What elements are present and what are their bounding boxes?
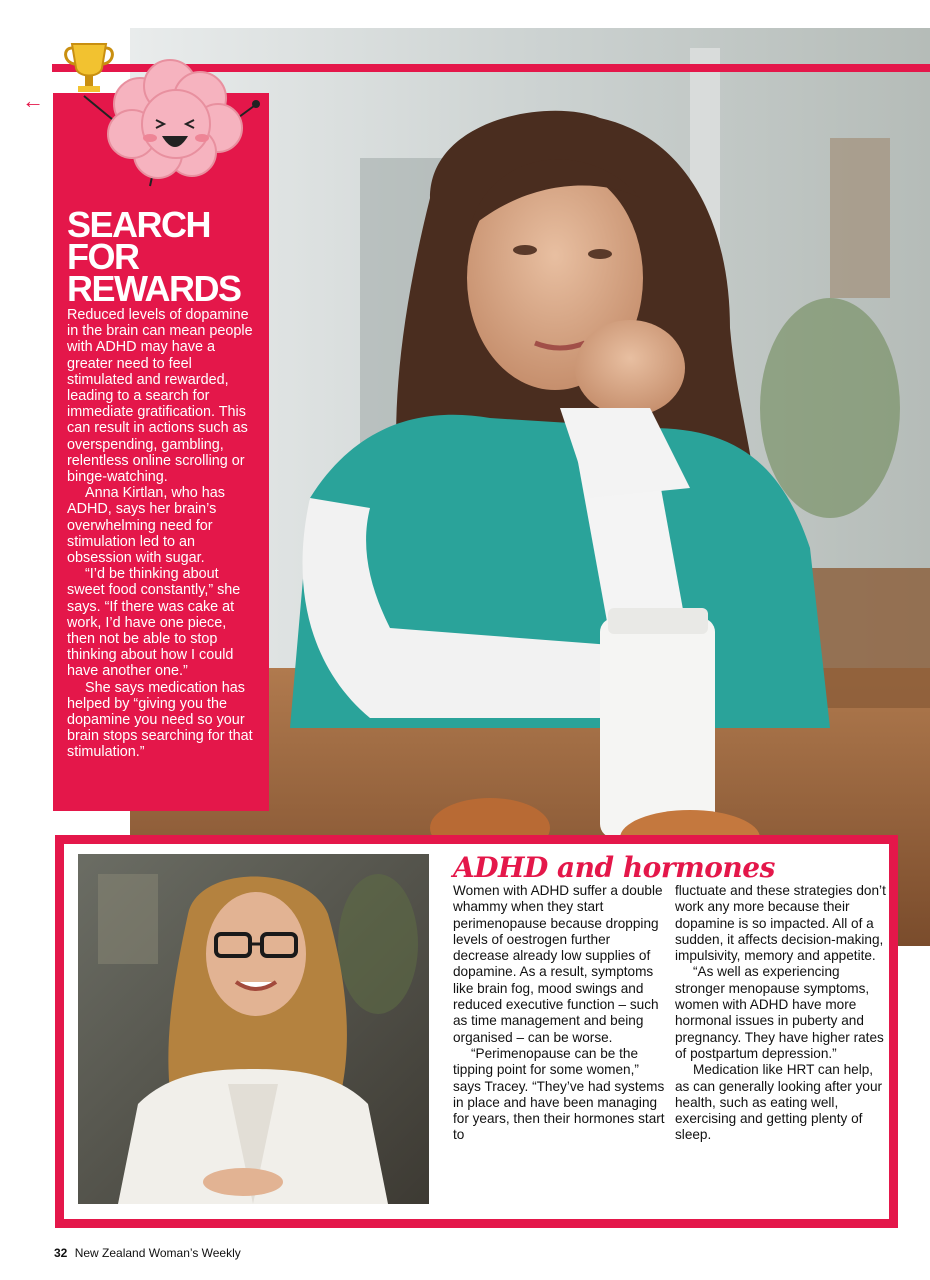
- back-arrow-icon[interactable]: ←: [22, 88, 44, 113]
- sidebar-paragraph: She says medication has helped by “giving you the dopamine you need so your brain stops searching for that stimulation.”: [67, 679, 253, 761]
- hormones-box: [55, 835, 898, 1228]
- box-paragraph: fluctuate and these strategies don’t work any more because their dopamine is so impacted. All of a sudden, it affects decision-making, impulsivity, memory and appetite.: [675, 883, 886, 964]
- sidebar-title: SEARCH FOR REWARDS: [67, 204, 241, 309]
- sidebar-paragraph: Anna Kirtlan, who has ADHD, says her brain’s overwhelming need for stimulation led to an obsession with sugar.: [67, 485, 225, 567]
- page-footer: [54, 1246, 241, 1260]
- box-column-2: [675, 883, 887, 1144]
- box-title: ADHD and hormones: [453, 851, 775, 884]
- box-paragraph: Medication like HRT can help, as can generally looking after your health, such as eating well, exercising and getting plenty of sleep.: [675, 1062, 883, 1143]
- box-paragraph: Women with ADHD suffer a double whammy when they start perimenopause because dropping levels of oestrogen further decrease already low supplies of dopamine. As a result, symptoms like brain fog, mood swings and reduced executive function – such as time management and being organised – can be worse.: [453, 883, 663, 1045]
- box-paragraph: “As well as experiencing stronger menopause symptoms, women with ADHD have more hormonal issues in puberty and pregnancy. They have higher rates of postpartum depression.”: [675, 964, 884, 1061]
- sidebar-panel: [53, 93, 269, 811]
- page-number: 32: [54, 1246, 68, 1260]
- woman-photo: [78, 854, 429, 1204]
- box-paragraph: “Perimenopause can be the tipping point for some women,” says Tracey. “They’ve had systems in place and have been managing for years, then their hormones start to: [453, 1045, 665, 1143]
- publication-name: New Zealand Woman’s Weekly: [74, 1246, 241, 1260]
- sidebar-paragraph: Reduced levels of dopamine in the brain can mean people with ADHD may have a greater need to feel stimulated and rewarded, leading to a search for immediate gratification. This can result in actions such as overspending, gambling, relentless online scrolling or binge-watching.: [67, 307, 253, 486]
- brain-mascot-icon: [58, 36, 270, 196]
- sidebar-body: [67, 307, 255, 761]
- sidebar-paragraph: “I’d be thinking about sweet food constantly,” she says. “If there was cake at work, I’d have one piece, then not be able to stop thinking about how I could have another one.”: [67, 566, 241, 680]
- box-column-1: [453, 883, 665, 1144]
